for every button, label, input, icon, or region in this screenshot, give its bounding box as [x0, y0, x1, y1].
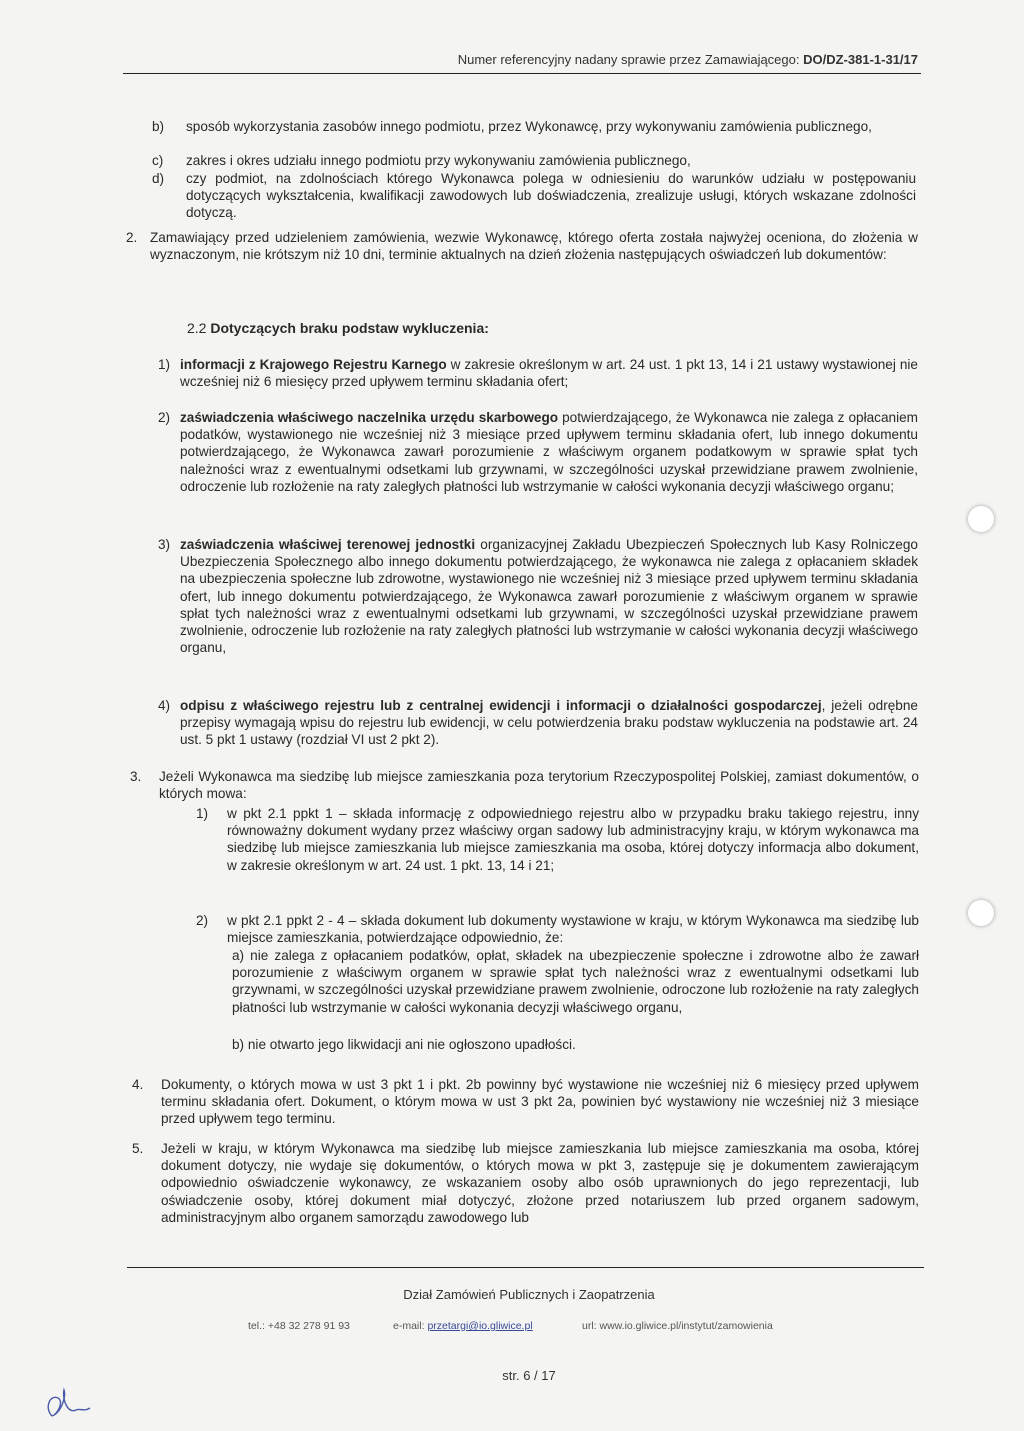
- sub-item-b: b) nie otwarto jego likwidacji ani nie ogłoszono upadłości.: [232, 1037, 576, 1052]
- list-item-label: 2): [196, 913, 209, 928]
- list-item-label: 4): [158, 698, 171, 713]
- list-item-text: sposób wykorzystania zasobów innego podmiotu, przez Wykonawcę, przy wykonywaniu zamówienia publicznego,: [186, 119, 872, 134]
- list-item-label: 3): [158, 537, 171, 552]
- list-item-text: [180, 409, 918, 495]
- list-item-bold: zaświadczenia właściwego naczelnika urzędu skarbowego: [180, 410, 559, 425]
- page-number: str. 6 / 17: [502, 1368, 556, 1383]
- header-divider: [123, 73, 921, 74]
- list-item-label: d): [152, 171, 165, 186]
- list-item-text: w pkt 2.1 ppkt 1 – składa informację z odpowiedniego rejestru albo w przypadku braku takiego rejestru, inny równoważny dokument wydany przez właściwy organ sadowy lub administracyjny kraju, w którym wykonawca ma siedzibę lub miejsce zamieszkania lub miejsce zamieszkania ma osoba, której dotyczy informacja albo dokument, w zakresie określonym w art. 24 ust. 1 pkt. 13, 14 i 21;: [227, 806, 919, 873]
- subheading: [187, 320, 489, 337]
- list-item-bold: odpisu z właściwego rejestru lub z centralnej ewidencji i informacji o działalności gospodarczej: [180, 698, 822, 713]
- section-number: 2.: [126, 230, 138, 245]
- footer-department: Dział Zamówień Publicznych i Zaopatrzenia: [403, 1287, 655, 1302]
- list-item-label: b): [152, 119, 165, 134]
- reference-value: DO/DZ-381-1-31/17: [803, 52, 918, 67]
- list-item-rest: , jeżeli odrębne przepisy wymagają wpisu do rejestru lub ewidencji, w celu potwierdzenia braku podstaw wykluczenia na podstawie art. 24 ust. 5 pkt 1 ustawy (rozdział VI ust 2 pkt 2).: [180, 698, 918, 748]
- footer-phone: tel.: +48 32 278 91 93: [248, 1320, 350, 1332]
- list-item-label: 2): [158, 410, 171, 425]
- section-text: Zamawiający przed udzieleniem zamówienia, wezwie Wykonawcę, którego oferta została najwyżej oceniona, do złożenia w wyznaczonym, nie krótszym niż 10 dni, terminie aktualnych na dzień złożenia następujących oświadczeń lub dokumentów:: [150, 230, 918, 263]
- list-item-rest: w zakresie określonym w art. 24 ust. 1 pkt 13, 14 i 21 ustawy wystawionej nie wcześniej niż 6 miesięcy przed upływem terminu składania ofert;: [180, 357, 918, 390]
- punch-hole: [968, 506, 994, 532]
- list-item-text: [180, 356, 918, 390]
- list-item-text: w pkt 2.1 ppkt 2 - 4 – składa dokument lub dokumenty wystawione w kraju, w którym Wykonawca ma siedzibę lub miejsce zamieszkania, potwierdzające odpowiednio, że:: [227, 913, 919, 946]
- list-item-text: czy podmiot, na zdolnościach którego Wykonawca polega w odniesieniu do warunków udziału w postępowaniu dotyczących wykształcenia, kwalifikacji zawodowych lub doświadczenia, zrealizuje usługi, których wskazane zdolności dotyczą.: [186, 171, 916, 221]
- list-item-label: c): [152, 153, 164, 168]
- list-item-rest: potwierdzającego, że Wykonawca nie zalega z opłacaniem podatków, wystawionego nie wcześniej niż 3 miesiące przed upływem terminu składania ofert, lub innego dokumentu potwierdzającego, że Wykonawca zawarł porozumienie z właściwym organem podatkowym w sprawie spłat tych należności wraz z ewentualnymi odsetkami lub grzywnami, w szczególności uzyskał przewidziane prawem zwolnienie, odroczenie lub rozłożenie na raty zaległych płatności lub wstrzymanie w całości wykonania decyzji właściwego organu;: [180, 410, 918, 494]
- footer-email-label: e-mail:: [393, 1320, 428, 1332]
- list-item-text: zakres i okres udziału innego podmiotu przy wykonywaniu zamówienia publicznego,: [186, 153, 691, 168]
- list-item-bold: informacji z Krajowego Rejestru Karnego: [180, 357, 447, 372]
- sub-item-a: a) nie zalega z opłacaniem podatków, opłat, składek na ubezpieczenie społeczne i zdrowotne albo że zawarł porozumienie z właściwym organem w sprawie spłat tych należności wraz z ewentualnymi odsetkami lub grzywnami, w szczególności uzyskał przewidziane prawem zwolnienie, odroczone lub rozłożenie na raty zaległych płatności lub wstrzymanie w całości wykonania decyzji właściwego organu,: [232, 948, 919, 1015]
- list-item-text: [180, 536, 918, 656]
- list-item-label: 1): [158, 357, 171, 372]
- list-item-label: 1): [196, 806, 209, 821]
- section-number: 3.: [130, 769, 142, 784]
- subheading-text: Dotyczących braku podstaw wykluczenia:: [206, 320, 489, 336]
- list-item-text: [180, 697, 918, 749]
- section-text: Jeżeli w kraju, w którym Wykonawca ma siedzibę lub miejsce zamieszkania lub miejsce zamieszkania ma osoba, której dokument dotyczy, nie wydaje się dokumentów, o których mowa w pkt 3, zastępuje się je dokumentem zawierającym odpowiednio oświadczenie wykonawcy, ze wskazaniem osoby albo osób uprawnionych do jego reprezentacji, lub oświadczenie osoby, której dokument miał dotyczyć, złożone przed notariuszem lub przed organem sadowym, administracyjnym albo organem samorządu zawodowego lub: [161, 1141, 919, 1225]
- section-number: 5.: [132, 1141, 144, 1156]
- reference-label: Numer referencyjny nadany sprawie przez Zamawiającego:: [457, 52, 804, 67]
- reference-number: [458, 52, 918, 67]
- list-item-rest: organizacyjnej Zakładu Ubezpieczeń Społecznych lub Kasy Rolniczego Ubezpieczenia Społecznego albo innego dokumentu potwierdzającego, że wykonawca nie zalega z opłacaniem składek na ubezpieczenia społeczne lub zdrowotne, wystawionego nie wcześniej niż 3 miesiące przed upływem terminu składania ofert, lub innego dokumentu potwierdzającego, że Wykonawca zawarł porozumienie z właściwym organem w sprawie spłat tych należności wraz z ewentualnymi odsetkami lub grzywnami, w szczególności uzyskał przewidziane prawem zwolnienie, odroczenie lub rozłożenie na raty zaległych płatności lub wstrzymanie w całości wykonania decyzji właściwego organu,: [180, 537, 918, 656]
- subheading-number: 2.2: [187, 320, 207, 336]
- signature-mark: [42, 1386, 94, 1422]
- footer-url: url: www.io.gliwice.pl/instytut/zamowienia: [582, 1320, 773, 1332]
- footer-divider: [127, 1267, 924, 1268]
- punch-hole: [968, 900, 994, 926]
- section-number: 4.: [132, 1077, 144, 1092]
- section-text: Jeżeli Wykonawca ma siedzibę lub miejsce zamieszkania poza terytorium Rzeczypospolitej Polskiej, zamiast dokumentów, o których mowa:: [159, 769, 919, 802]
- section-text: Dokumenty, o których mowa w ust 3 pkt 1 i pkt. 2b powinny być wystawione nie wcześniej niż 6 miesięcy przed upływem terminu składania ofert. Dokument, o którym mowa w ust 3 pkt 2a, powinien być wystawiony nie wcześniej niż 3 miesiące przed upływem tego terminu.: [161, 1077, 919, 1127]
- footer-email-link[interactable]: przetargi@io.gliwice.pl: [427, 1320, 533, 1332]
- footer-email: [393, 1320, 533, 1332]
- list-item-bold: zaświadczenia właściwej terenowej jednostki: [180, 537, 476, 552]
